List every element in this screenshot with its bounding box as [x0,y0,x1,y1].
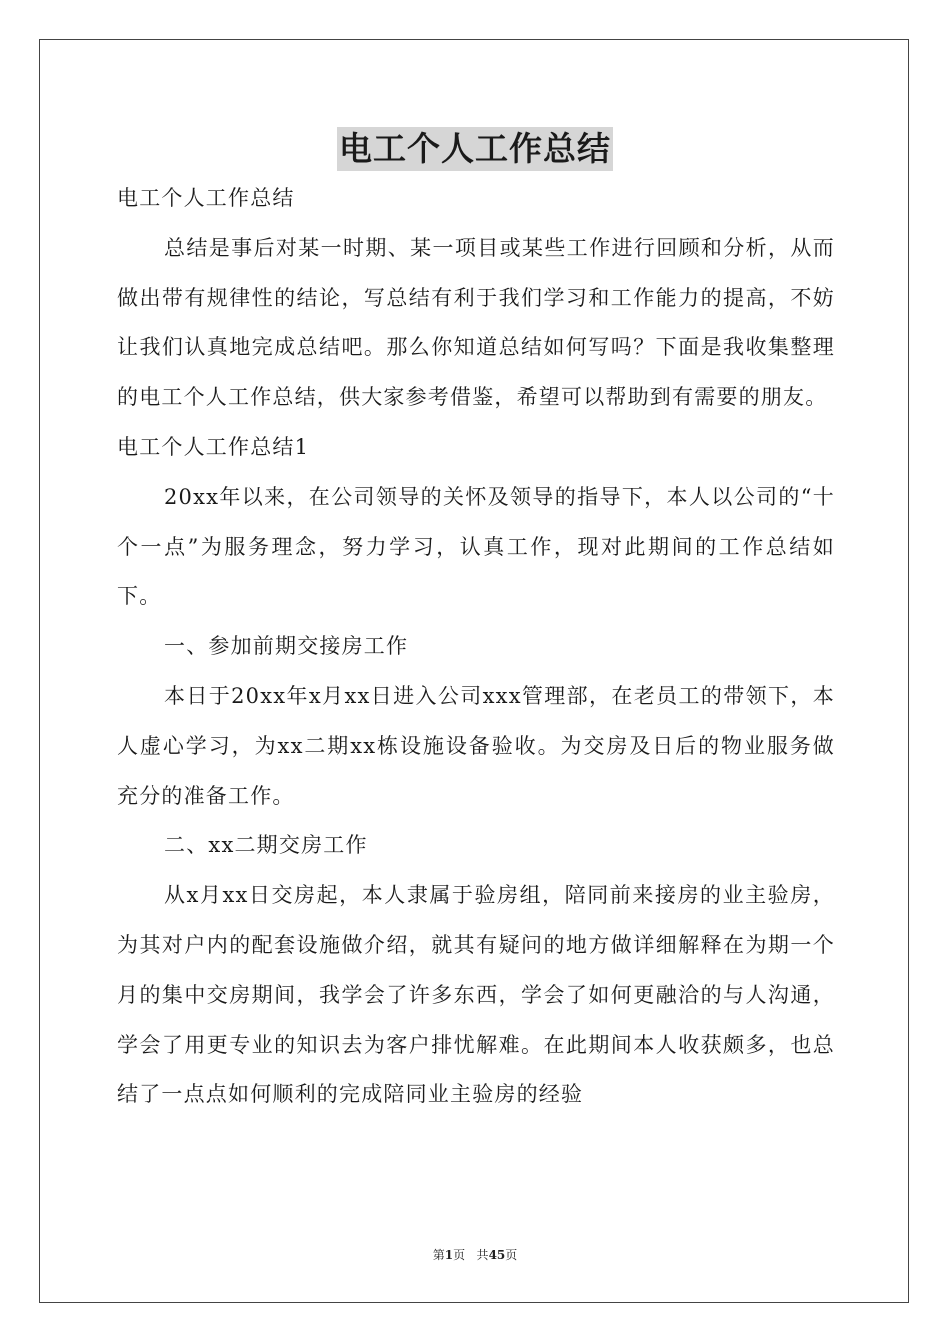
footer-page-prefix: 第 [432,1248,445,1262]
footer-total-pages: 45 [488,1248,506,1262]
paragraph: 从x月xx日交房起，本人隶属于验房组，陪同前来接房的业主验房，为其对户内的配套设施做介绍，就其有疑问的地方做详细解释在为期一个月的集中交房期间，我学会了许多东西，学会了如何更融洽的与人沟通，学会了用更专业的知识去为客户排忧解难。在此期间本人收获颇多，也总结了一点点如何顺利的完成陪同业主验房的经验 [117,883,835,1107]
paragraph: 本日于20xx年x月xx日进入公司xxx管理部，在老员工的带领下，本人虚心学习，为xx二期xx栋设施设备验收。为交房及日后的物业服务做充分的准备工作。 [117,683,835,808]
document-title: 电工个人工作总结 [337,127,613,171]
footer-total-suffix: 页 [505,1248,518,1262]
paragraph: 一、参加前期交接房工作 [164,634,409,659]
document-title-container [0,127,950,171]
paragraph: 电工个人工作总结1 [117,434,310,459]
paragraph: 二、xx二期交房工作 [164,833,368,858]
footer-page-number: 1 [444,1248,454,1262]
footer-total-prefix: 共 [476,1248,489,1262]
paragraph: 20xx年以来，在公司领导的关怀及领导的指导下，本人以公司的“十个一点”为服务理念，努力学习，认真工作，现对此期间的工作总结如下。 [117,484,835,609]
page-footer [0,1246,950,1263]
document-body [117,174,835,1120]
footer-page-suffix: 页 [453,1248,466,1262]
paragraph: 总结是事后对某一时期、某一项目或某些工作进行回顾和分析，从而做出带有规律性的结论，写总结有利于我们学习和工作能力的提高，不妨让我们认真地完成总结吧。那么你知道总结如何写吗？下面是我收集整理的电工个人工作总结，供大家参考借鉴，希望可以帮助到有需要的朋友。 [117,235,835,410]
paragraph: 电工个人工作总结 [117,186,295,210]
